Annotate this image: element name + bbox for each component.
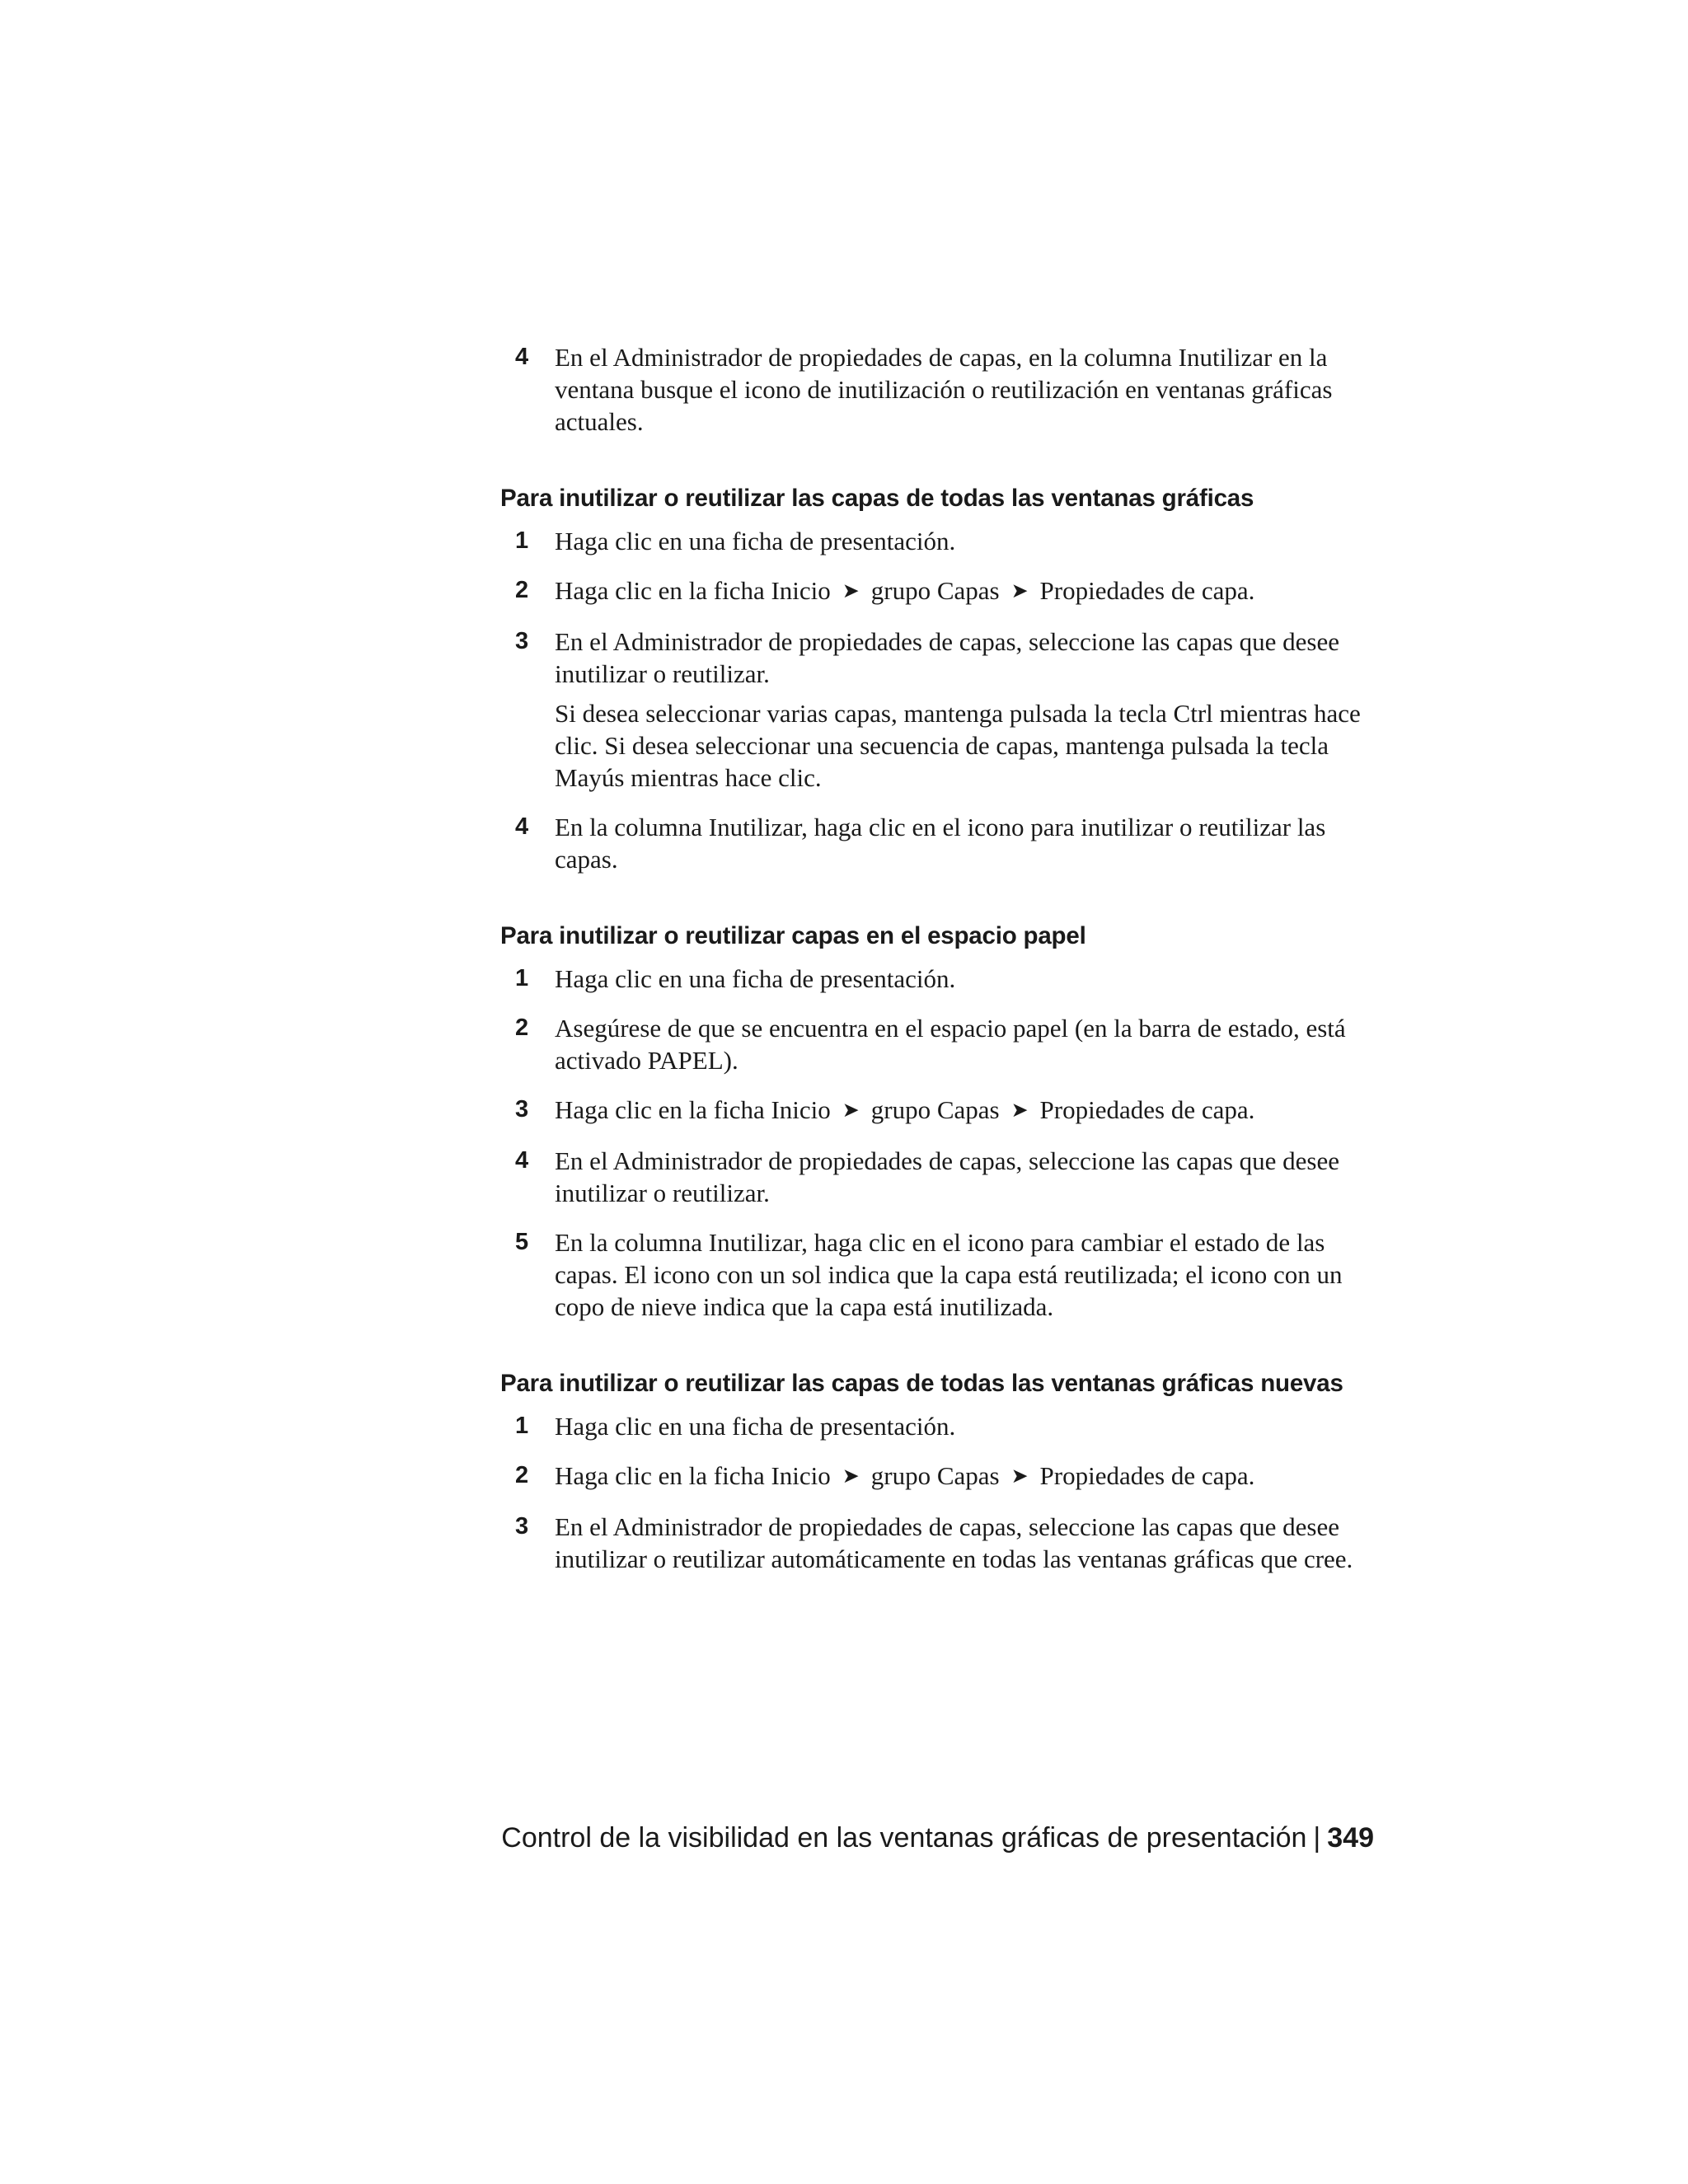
- section-3: [500, 1367, 1374, 1575]
- procedure-step: [500, 1012, 1374, 1076]
- section-2: [500, 920, 1374, 1323]
- step-text: [555, 1094, 1374, 1127]
- procedure-step: [500, 525, 1374, 557]
- step-number: 1: [515, 527, 529, 554]
- footer-separator: |: [1313, 1822, 1321, 1854]
- section-heading: Para inutilizar o reutilizar las capas de todas las ventanas gráficas: [500, 485, 1254, 512]
- step-text: Haga clic en una ficha de presentación.: [555, 1412, 956, 1441]
- procedure-step: [500, 811, 1374, 875]
- section-heading: Para inutilizar o reutilizar capas en el espacio papel: [500, 922, 1086, 949]
- arrow-right-icon: ➤: [1010, 1464, 1029, 1488]
- procedure-step: [500, 574, 1374, 608]
- step-number: 3: [515, 628, 529, 654]
- step-number: 4: [515, 1147, 529, 1174]
- section-1: [500, 482, 1374, 875]
- step-number: 4: [515, 813, 529, 840]
- step-number: 4: [515, 344, 529, 370]
- arrow-right-icon: ➤: [842, 1464, 860, 1488]
- procedure-step: [500, 1511, 1374, 1575]
- menu-path-group: grupo Capas: [870, 1461, 1000, 1490]
- step-number: 3: [515, 1513, 529, 1540]
- step-text: [555, 574, 1374, 608]
- step-text: Haga clic en una ficha de presentación.: [555, 527, 956, 555]
- menu-path-start: Haga clic en la ficha Inicio: [555, 1095, 831, 1124]
- step-text: Haga clic en una ficha de presentación.: [555, 964, 956, 993]
- step-number: 2: [515, 1015, 529, 1041]
- arrow-right-icon: ➤: [1010, 1098, 1029, 1122]
- step-number: 2: [515, 1462, 529, 1488]
- step-text: Asegúrese de que se encuentra en el espacio papel (en la barra de estado, está activado PAPEL).: [555, 1014, 1346, 1075]
- procedure-step: [500, 1460, 1374, 1493]
- step-text: En la columna Inutilizar, haga clic en el icono para inutilizar o reutilizar las capas.: [555, 813, 1326, 874]
- step-text: [555, 1460, 1374, 1493]
- menu-path-command: Propiedades de capa.: [1039, 1461, 1255, 1490]
- step-number: 1: [515, 1413, 529, 1439]
- page-number: 349: [1327, 1822, 1374, 1854]
- menu-path-start: Haga clic en la ficha Inicio: [555, 576, 831, 605]
- step-text: En el Administrador de propiedades de capas, seleccione las capas que desee inutilizar o reutilizar automáticamente en todas las ventanas gráficas que cree.: [555, 1512, 1353, 1573]
- procedure-step: [500, 626, 1374, 794]
- menu-path-start: Haga clic en la ficha Inicio: [555, 1461, 831, 1490]
- arrow-right-icon: ➤: [842, 579, 860, 602]
- menu-path-group: grupo Capas: [870, 576, 1000, 605]
- procedure-step: [500, 1410, 1374, 1442]
- step-number: 1: [515, 965, 529, 991]
- menu-path-command: Propiedades de capa.: [1039, 1095, 1255, 1124]
- step-note: Si desea seleccionar varias capas, mantenga pulsada la tecla Ctrl mientras hace clic. Si desea seleccionar una secuencia de capas, mantenga pulsada la tecla Mayús mientras hace clic.: [555, 699, 1361, 792]
- step-text: En el Administrador de propiedades de capas, seleccione las capas que desee inutilizar o reutilizar.: [555, 627, 1340, 688]
- step-text: En el Administrador de propiedades de capas, seleccione las capas que desee inutilizar o reutilizar.: [555, 1146, 1340, 1207]
- page-content: [500, 341, 1374, 1575]
- footer-title: Control de la visibilidad en las ventanas gráficas de presentación: [501, 1822, 1307, 1854]
- arrow-right-icon: ➤: [842, 1098, 860, 1122]
- procedure-step: [500, 1226, 1374, 1323]
- section-heading: Para inutilizar o reutilizar las capas de todas las ventanas gráficas nuevas: [500, 1370, 1343, 1397]
- procedure-step: [500, 1094, 1374, 1127]
- procedure-step: [500, 963, 1374, 995]
- step-number: 2: [515, 577, 529, 603]
- step-text: En el Administrador de propiedades de capas, en la columna Inutilizar en la ventana busque el icono de inutilización o reutilización en ventanas gráficas actuales.: [555, 343, 1333, 436]
- menu-path-command: Propiedades de capa.: [1039, 576, 1255, 605]
- page-footer: [501, 1820, 1374, 1856]
- step-text: En la columna Inutilizar, haga clic en el icono para cambiar el estado de las capas. El icono con un sol indica que la capa está reutilizada; el icono con un copo de nieve indica que la capa está inutilizada.: [555, 1228, 1343, 1321]
- procedure-step: [500, 1145, 1374, 1209]
- step-number: 5: [515, 1229, 529, 1255]
- step-number: 3: [515, 1096, 529, 1122]
- menu-path-group: grupo Capas: [870, 1095, 1000, 1124]
- intro-step: [500, 341, 1374, 438]
- arrow-right-icon: ➤: [1010, 579, 1029, 602]
